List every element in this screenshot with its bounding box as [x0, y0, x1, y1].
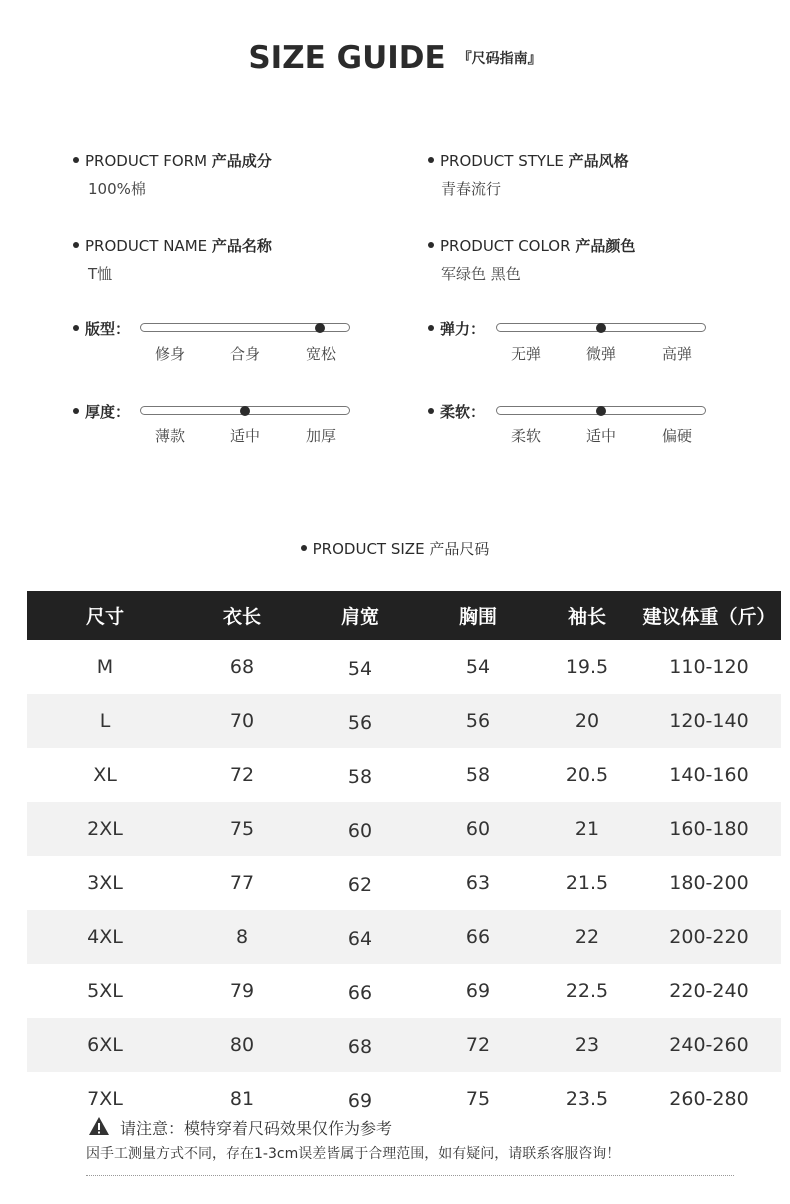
table-row [27, 856, 781, 910]
size-section-title: PRODUCT SIZE 产品尺码 [0, 538, 790, 559]
table-cell: 54 [347, 658, 373, 680]
table-cell: 140-160 [669, 764, 749, 786]
table-cell: 66 [347, 982, 373, 1004]
table-cell: XL [93, 764, 117, 786]
table-header-cell: 袖长 [537, 591, 637, 640]
table-cell: 2XL [27, 802, 183, 856]
table-cell: 69 [465, 980, 491, 1002]
softness-tick: 柔软 [510, 427, 541, 445]
table-cell: 64 [301, 910, 419, 964]
table-cell: 60 [419, 802, 537, 856]
fit-tick: 宽松 [305, 345, 336, 363]
elasticity-tick: 高弹 [661, 345, 692, 363]
table-cell: 21.5 [565, 872, 609, 894]
warning-icon [88, 1116, 110, 1136]
softness-slider-knob [596, 406, 606, 416]
thickness-tick: 适中 [229, 427, 260, 445]
thickness-tick: 薄款 [154, 427, 185, 445]
table-cell: 77 [229, 872, 255, 894]
table-header-cell: 胸围 [419, 591, 537, 640]
thickness-slider-knob [240, 406, 250, 416]
table-cell: 69 [347, 1090, 373, 1112]
table-cell: 20 [537, 694, 637, 748]
table-cell: 72 [229, 764, 255, 786]
thickness-slider [140, 406, 350, 415]
table-cell: 19.5 [565, 656, 609, 678]
table-header-cell: 衣长 [183, 591, 301, 640]
page-title [0, 40, 790, 76]
table-cell: 75 [465, 1088, 491, 1110]
elasticity-slider [496, 323, 706, 332]
elasticity-tick: 微弹 [585, 345, 616, 363]
table-row [27, 802, 781, 856]
table-cell: 22 [537, 910, 637, 964]
fit-label: 版型： [73, 318, 130, 339]
table-header-cell: 肩宽 [301, 591, 419, 640]
table-cell: 22.5 [565, 980, 609, 1002]
table-cell: 81 [229, 1088, 255, 1110]
table-cell: 54 [465, 656, 491, 678]
table-cell: 110-120 [669, 656, 749, 678]
table-cell: 180-200 [669, 872, 749, 894]
table-cell: 56 [419, 694, 537, 748]
table-cell: 200-220 [637, 910, 781, 964]
elasticity-slider-knob [596, 323, 606, 333]
product-name-value: T恤 [88, 265, 113, 283]
table-cell: 160-180 [637, 802, 781, 856]
fit-tick: 修身 [154, 345, 185, 363]
table-cell: 72 [419, 1018, 537, 1072]
table-cell: 7XL [87, 1088, 123, 1110]
table-cell: L [27, 694, 183, 748]
dotted-divider [86, 1175, 734, 1176]
table-cell: 70 [183, 694, 301, 748]
table-cell: 75 [183, 802, 301, 856]
table-cell: 3XL [87, 872, 123, 894]
bullet-icon [428, 157, 434, 163]
table-cell: 63 [465, 872, 491, 894]
elasticity-tick: 无弹 [510, 345, 541, 363]
table-cell: 120-140 [637, 694, 781, 748]
table-header-row [27, 591, 781, 640]
title-cn: 『尺码指南』 [457, 51, 542, 67]
table-cell: 58 [347, 766, 373, 788]
table-cell: 260-280 [669, 1088, 749, 1110]
size-table [27, 591, 781, 1126]
product-color-value: 军绿色 黑色 [441, 265, 521, 283]
bullet-icon [301, 545, 307, 551]
warning-note: 请注意：模特穿着尺码效果仅作为参考 [120, 1119, 393, 1138]
table-cell: 220-240 [669, 980, 749, 1002]
table-cell: 5XL [87, 980, 123, 1002]
table-cell: 80 [183, 1018, 301, 1072]
table-cell: 4XL [27, 910, 183, 964]
table-cell: 21 [537, 802, 637, 856]
table-cell: 79 [229, 980, 255, 1002]
fit-slider [140, 323, 350, 332]
bullet-icon [73, 408, 79, 414]
softness-slider [496, 406, 706, 415]
softness-tick: 偏硬 [661, 427, 692, 445]
table-row [27, 748, 781, 802]
product-name-label: PRODUCT NAME 产品名称 [73, 235, 272, 256]
bullet-icon [73, 157, 79, 163]
product-form-label: PRODUCT FORM 产品成分 [73, 150, 272, 171]
table-header-cell: 建议体重（斤） [637, 591, 781, 640]
table-row [27, 694, 781, 748]
fit-slider-knob [315, 323, 325, 333]
softness-label: 柔软： [428, 401, 485, 422]
bullet-icon [428, 408, 434, 414]
table-cell: 240-260 [637, 1018, 781, 1072]
product-style-label: PRODUCT STYLE 产品风格 [428, 150, 629, 171]
softness-tick: 适中 [585, 427, 616, 445]
table-cell: 66 [419, 910, 537, 964]
table-row [27, 964, 781, 1018]
table-header-cell: 尺寸 [27, 591, 183, 640]
table-cell: 20.5 [565, 764, 609, 786]
elasticity-label: 弹力： [428, 318, 485, 339]
fit-tick: 合身 [229, 345, 260, 363]
table-cell: M [96, 656, 114, 678]
table-row [27, 910, 781, 964]
product-form-value: 100%棉 [88, 180, 146, 198]
thickness-label: 厚度： [73, 401, 130, 422]
bullet-icon [73, 242, 79, 248]
table-cell: 68 [301, 1018, 419, 1072]
table-cell: 58 [465, 764, 491, 786]
table-row [27, 640, 781, 694]
bullet-icon [428, 325, 434, 331]
table-cell: 56 [301, 694, 419, 748]
product-style-value: 青春流行 [441, 180, 502, 198]
table-cell: 8 [183, 910, 301, 964]
table-cell: 60 [301, 802, 419, 856]
table-cell: 68 [229, 656, 255, 678]
table-cell: 23 [537, 1018, 637, 1072]
bullet-icon [428, 242, 434, 248]
product-color-label: PRODUCT COLOR 产品颜色 [428, 235, 635, 256]
measurement-note: 因手工测量方式不同，存在1-3cm误差皆属于合理范围，如有疑问，请联系客服咨询！ [86, 1146, 621, 1162]
title-en: SIZE GUIDE [248, 40, 446, 76]
table-cell: 6XL [27, 1018, 183, 1072]
table-cell: 23.5 [565, 1088, 609, 1110]
table-cell: 62 [347, 874, 373, 896]
thickness-tick: 加厚 [305, 427, 336, 445]
bullet-icon [73, 325, 79, 331]
table-row [27, 1018, 781, 1072]
